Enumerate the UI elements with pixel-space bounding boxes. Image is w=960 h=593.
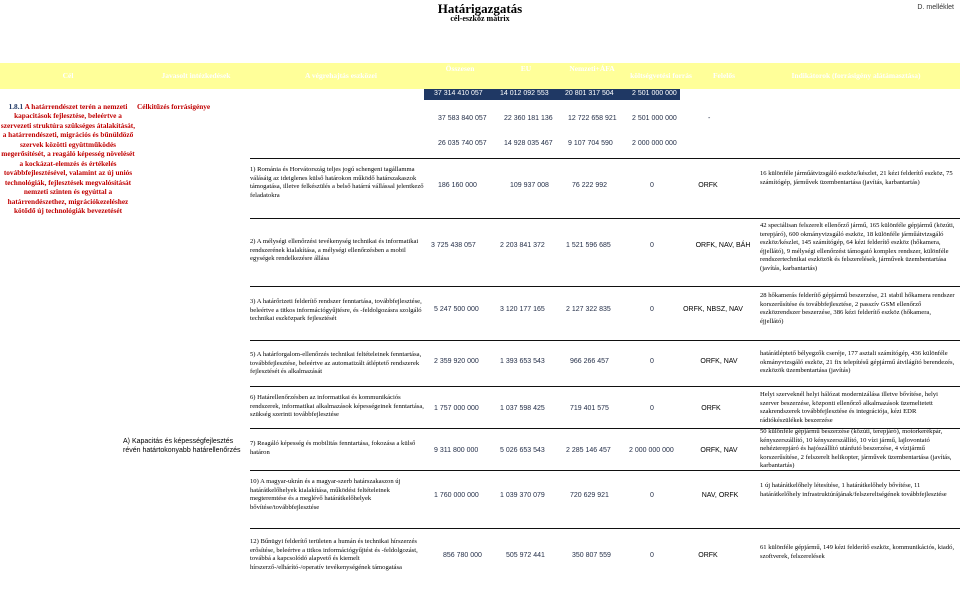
total-osszesen: 37 314 410 057 [434, 90, 483, 97]
tool-row-12: 12) Bűnügyi felderítő területen a humán és technikai hírszerzés erősítése, beleértve a titkos információgyűjtést és -feldolgozást, továbbá a kapcsolódó alapvető és kiemelt hírszerző-/elhárító-/operatív tevékenységének támogatása [250, 538, 418, 571]
goal-text [0, 102, 136, 216]
row-2-osszesen: 3 725 438 057 [431, 242, 476, 249]
row-3-eu: 3 120 177 165 [500, 306, 545, 313]
row-divider [250, 286, 960, 287]
header-indikatorok: Indikátorok (forrásigény alátámasztása) [791, 70, 921, 80]
row-1-felelos: ORFK [698, 182, 718, 189]
page-title: Határigazgatás [437, 1, 523, 16]
row-divider [250, 528, 960, 529]
row-12-indicator: 61 különféle gépjármű, 149 kézi felderítő eszköz, kommunikációs, kiadó, szoftverek, felszerelések [760, 544, 955, 560]
row-1-eu: 109 937 008 [510, 182, 549, 189]
funding-type-label: A) Kapacitás és képességfejlesztés révén határtokonyabb határellenőrzés [123, 438, 241, 455]
tool-row-2: 2) A mélységi ellenőrzési tevékenység technikai és informatikai rendszerének kialakítása, a mélységi ellenőrzésben a mobil egységek rendelkezésre állása [250, 238, 419, 263]
row-12-osszesen: 856 780 000 [443, 552, 482, 559]
row-7-koltsegvetesi: 2 000 000 000 [629, 447, 674, 454]
row-12-koltsegvetesi: 0 [650, 552, 654, 559]
row-5-felelos: ORFK, NAV [700, 358, 738, 365]
tool-row-7: 7) Reagáló képesség és mobilitás fenntartása, fokozása a külső határon [250, 440, 416, 456]
row-3-koltsegvetesi: 0 [650, 306, 654, 313]
row-12-felelos: ORFK [698, 552, 718, 559]
header-osszesen: Összesen [445, 63, 475, 73]
row-5-koltsegvetesi: 0 [650, 358, 654, 365]
subtotal-1-osszesen: 37 583 840 057 [438, 115, 487, 122]
row-1-koltsegvetesi: 0 [650, 182, 654, 189]
row-3-felelos: ORFK, NBSZ, NAV [683, 306, 743, 313]
row-5-eu: 1 393 653 543 [500, 358, 545, 365]
header-koltsegvetesi: költségvetési forrás [630, 70, 692, 80]
row-1-osszesen: 186 160 000 [438, 182, 477, 189]
row-12-eu: 505 972 441 [506, 552, 545, 559]
header-felelos: Felelős [712, 70, 736, 80]
row-6-eu: 1 037 598 425 [500, 405, 545, 412]
row-divider [250, 158, 960, 159]
row-3-indicator: 28 hőkamerás felderítő gépjármű beszerzése, 21 stabil hőkamera rendszer korszerűsítése és továbbfejlesztése, 2 passzív GSM ellenőrző eszközrendszer beszerzése, 386 kézi felderítő eszköz (hőkamera, éjjellátó) [760, 292, 955, 325]
row-2-eu: 2 203 841 372 [500, 242, 545, 249]
row-10-koltsegvetesi: 0 [650, 492, 654, 499]
row-divider [250, 470, 960, 471]
subtotal-2-koltsegvetesi: 2 000 000 000 [632, 140, 677, 147]
row-7-nemzeti: 2 285 146 457 [566, 447, 611, 454]
subtotal-1-eu: 22 360 181 136 [504, 115, 553, 122]
row-divider [250, 218, 960, 219]
row-2-felelos: ORFK, NAV, BÁH [695, 242, 751, 249]
subtotal-2-osszesen: 26 035 740 057 [438, 140, 487, 147]
row-10-osszesen: 1 760 000 000 [434, 492, 479, 499]
tool-row-1: 1) Románia és Horvátország teljes jogú schengeni tagállamma válásáig az ideiglenes külső határokon működő határszakaszok támogatása, illetve felkészülés a belső határrá vállással jelentkező feladatokra [250, 166, 424, 199]
row-2-indicator: 42 speciálisan felszerelt ellenőrző jármű, 165 különféle gépjármű (közúti, terepjáró), 600 okmányvizsgáló eszköz, 18 különféle járműátvizsgáló eszköz/készlet, 145 számítógép, 64 kézi felderítő eszköz (hőkamera, éjjellátó), 9 mélységi ellenőrzést támogató komplex rendszer, különféle rendszertechnikai eszközök és felszerelések, járművek üzembentartása (javítás, karbantartás) [760, 222, 955, 272]
goal-number: 1.8.1 [8, 102, 24, 111]
row-6-koltsegvetesi: 0 [650, 405, 654, 412]
tool-row-3: 3) A határőrizeti felderítő rendszer fenntartása, továbbfejlesztése, beleértve a titkos információgyűjtésre, és -feldolgozásra szolgáló technikai eszközpark fejlesztését [250, 298, 422, 323]
row-5-osszesen: 2 359 920 000 [434, 358, 479, 365]
goal-description: A határrendészet terén a nemzeti kapacitások fejlesztése, beleértve a szervezeti struktúra szükséges átalakítását, a határrendészeti, migrációs és bűnüldöző szervek közötti együttműködés megerősítését, a reagáló képesség növelését a kockázat-elemzés és értékelés továbbfejlesztésével, valamint az új uniós technológiák, fejlesztések megvalósítását nemzeti szinten és egyúttal a határrendészethez, migrációkezeléshez kötődő új technológiák bevezetését [0, 102, 136, 216]
row-5-nemzeti: 966 266 457 [570, 358, 609, 365]
row-3-nemzeti: 2 127 322 835 [566, 306, 611, 313]
row-5-indicator: határátléptető bélyegzők cseréje, 177 asztali számítógép, 436 különféle okmányvizsgáló eszköz, 21 fix telepítésű gépjármű átvilágító berendezés, eszközök üzembentartása (javítás) [760, 350, 955, 375]
row-10-nemzeti: 720 629 921 [570, 492, 609, 499]
appendix-label: D. melléklet [917, 4, 954, 11]
subgoal-label: Célkitűzés forrásigénye [137, 102, 211, 111]
row-12-nemzeti: 350 807 559 [572, 552, 611, 559]
row-6-felelos: ORFK [701, 405, 721, 412]
header-vegrehajtas: A végrehajtás eszközei [305, 70, 377, 80]
tool-row-10: 10) A magyar-ukrán és a magyar-szerb határszakaszon új határátkelőhelyek kialakítása, működési feltételeinek megteremtése és a meglévő határátkelőhelyek bővítése/továbbfejlesztése [250, 478, 401, 511]
row-7-osszesen: 9 311 800 000 [434, 447, 479, 454]
header-cel: Cél [62, 70, 74, 80]
row-10-indicator: 1 új határátkelőhely létesítése, 1 határátkelőhely bővítése, 11 határátkelőhely infrastruktúrájának/felszereltségének továbbfejlesztése [760, 482, 947, 498]
subtotal-2-nemzeti: 9 107 704 590 [568, 140, 613, 147]
row-10-eu: 1 039 370 079 [500, 492, 545, 499]
row-7-eu: 5 026 653 543 [500, 447, 545, 454]
row-1-indicator: 16 különféle járműátvizsgáló eszköz/készlet, 21 kézi felderítő eszköz, 75 számítógép, járművek üzembentartása (javítás, karbantartás) [760, 170, 953, 186]
header-javasolt: Javasolt intézkedések [161, 70, 231, 80]
row-1-nemzeti: 76 222 992 [572, 182, 608, 189]
row-3-osszesen: 5 247 500 000 [434, 306, 479, 313]
page-subtitle: cél-eszköz mátrix [450, 14, 510, 23]
header-eu: EU [520, 63, 532, 73]
row-2-nemzeti: 1 521 596 685 [566, 242, 611, 249]
row-7-indicator: 50 különféle gépjármű beszerzése (közúti, terepjáró), motorkerékpár, kényszerszállító, 10 kényszerszállító, 10 vízi jármű, lajlovontató nehézterepjáró és hajószállító utánfutó beszerzése, 4 vízijármű korszerűsítése, 2 felszerelt helikopter, járművek üzembentartása (javítás, karbantartás) [760, 428, 952, 470]
row-7-felelos: ORFK, NAV [700, 447, 738, 454]
tool-row-6: 6) Határellenőrzésben az informatikai és kommunikációs rendszerek, informatikai alkalmazások képességeinek fenntartása, szükség szerinti továbbfejlesztése [250, 394, 424, 419]
subtotal-1-felelos: - [708, 115, 711, 122]
row-6-osszesen: 1 757 000 000 [434, 405, 479, 412]
total-eu: 14 012 092 553 [500, 90, 549, 97]
row-divider [250, 386, 960, 387]
subtotal-1-nemzeti: 12 722 658 921 [568, 115, 617, 122]
row-6-nemzeti: 719 401 575 [570, 405, 609, 412]
total-koltsegvetesi: 2 501 000 000 [632, 90, 677, 97]
tool-row-5: 5) A határforgalom-ellenőrzés technikai feltételeinek fenntartása, továbbfejlesztése, beleértve az automatizált átléptető rendszerek fejlesztését és alkalmazását [250, 351, 422, 376]
row-divider [250, 340, 960, 341]
row-6-indicator: Helyi szerveknél helyi hálózat modernizálása illetve bővítése, helyi szerver beszerzése, központi ellenőrző alkalmazások üzemeltetett szakrendszerek továbbfejlesztése és integrációja, kézi EDR rádiókészülékek beszerzése [760, 391, 938, 424]
row-10-felelos: NAV, ORFK [701, 492, 739, 499]
subtotal-2-eu: 14 928 035 467 [504, 140, 553, 147]
total-nemzeti: 20 801 317 504 [565, 90, 614, 97]
row-2-koltsegvetesi: 0 [650, 242, 654, 249]
subtotal-1-koltsegvetesi: 2 501 000 000 [632, 115, 677, 122]
header-nemzeti: Nemzeti+ÁFA [569, 63, 615, 73]
